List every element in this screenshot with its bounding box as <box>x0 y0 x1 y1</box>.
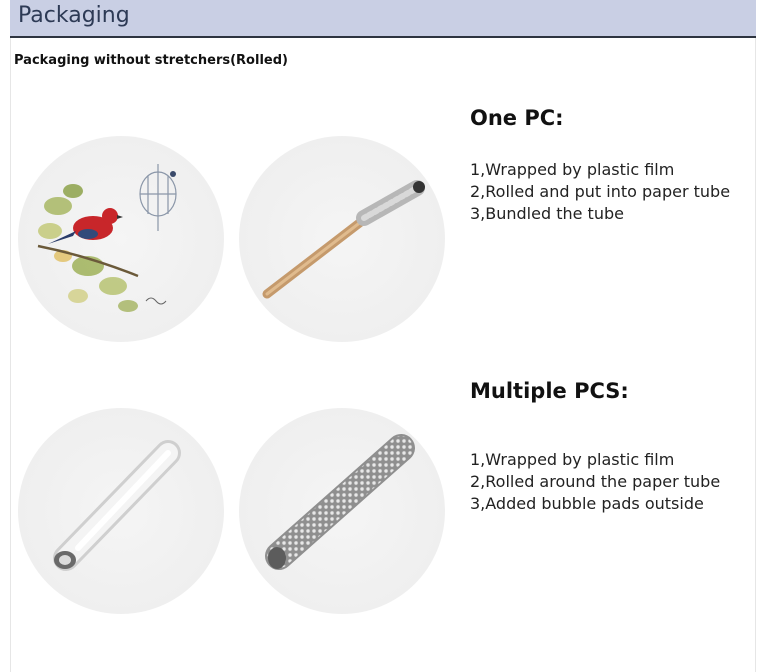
section-title: Packaging <box>18 3 130 28</box>
painting-bird-icon <box>18 136 224 342</box>
left-border <box>10 38 11 672</box>
step-item: 2,Rolled around the paper tube <box>470 472 721 491</box>
section-header <box>10 0 756 38</box>
bubble-wrap-roll-icon <box>239 408 445 614</box>
step-item: 3,Added bubble pads outside <box>470 494 704 513</box>
step-item: 1,Wrapped by plastic film <box>470 160 675 179</box>
steps-list-one-pc <box>470 159 730 225</box>
rolled-film-icon <box>18 408 224 614</box>
step-item: 2,Rolled and put into paper tube <box>470 182 731 201</box>
steps-list-multiple-pcs <box>470 449 720 515</box>
step-item: 1,Wrapped by plastic film <box>470 450 675 469</box>
bubble-wrap-roll-image <box>239 408 445 614</box>
rolled-film-image <box>18 408 224 614</box>
paper-tube-icon <box>239 136 445 342</box>
section-heading-multiple-pcs: Multiple PCS: <box>470 379 629 403</box>
right-border <box>755 38 756 672</box>
step-item: 3,Bundled the tube <box>470 204 624 223</box>
paper-tube-image <box>239 136 445 342</box>
painting-bird-image <box>18 136 224 342</box>
section-heading-one-pc: One PC: <box>470 106 564 130</box>
packaging-subtitle: Packaging without stretchers(Rolled) <box>14 53 288 68</box>
